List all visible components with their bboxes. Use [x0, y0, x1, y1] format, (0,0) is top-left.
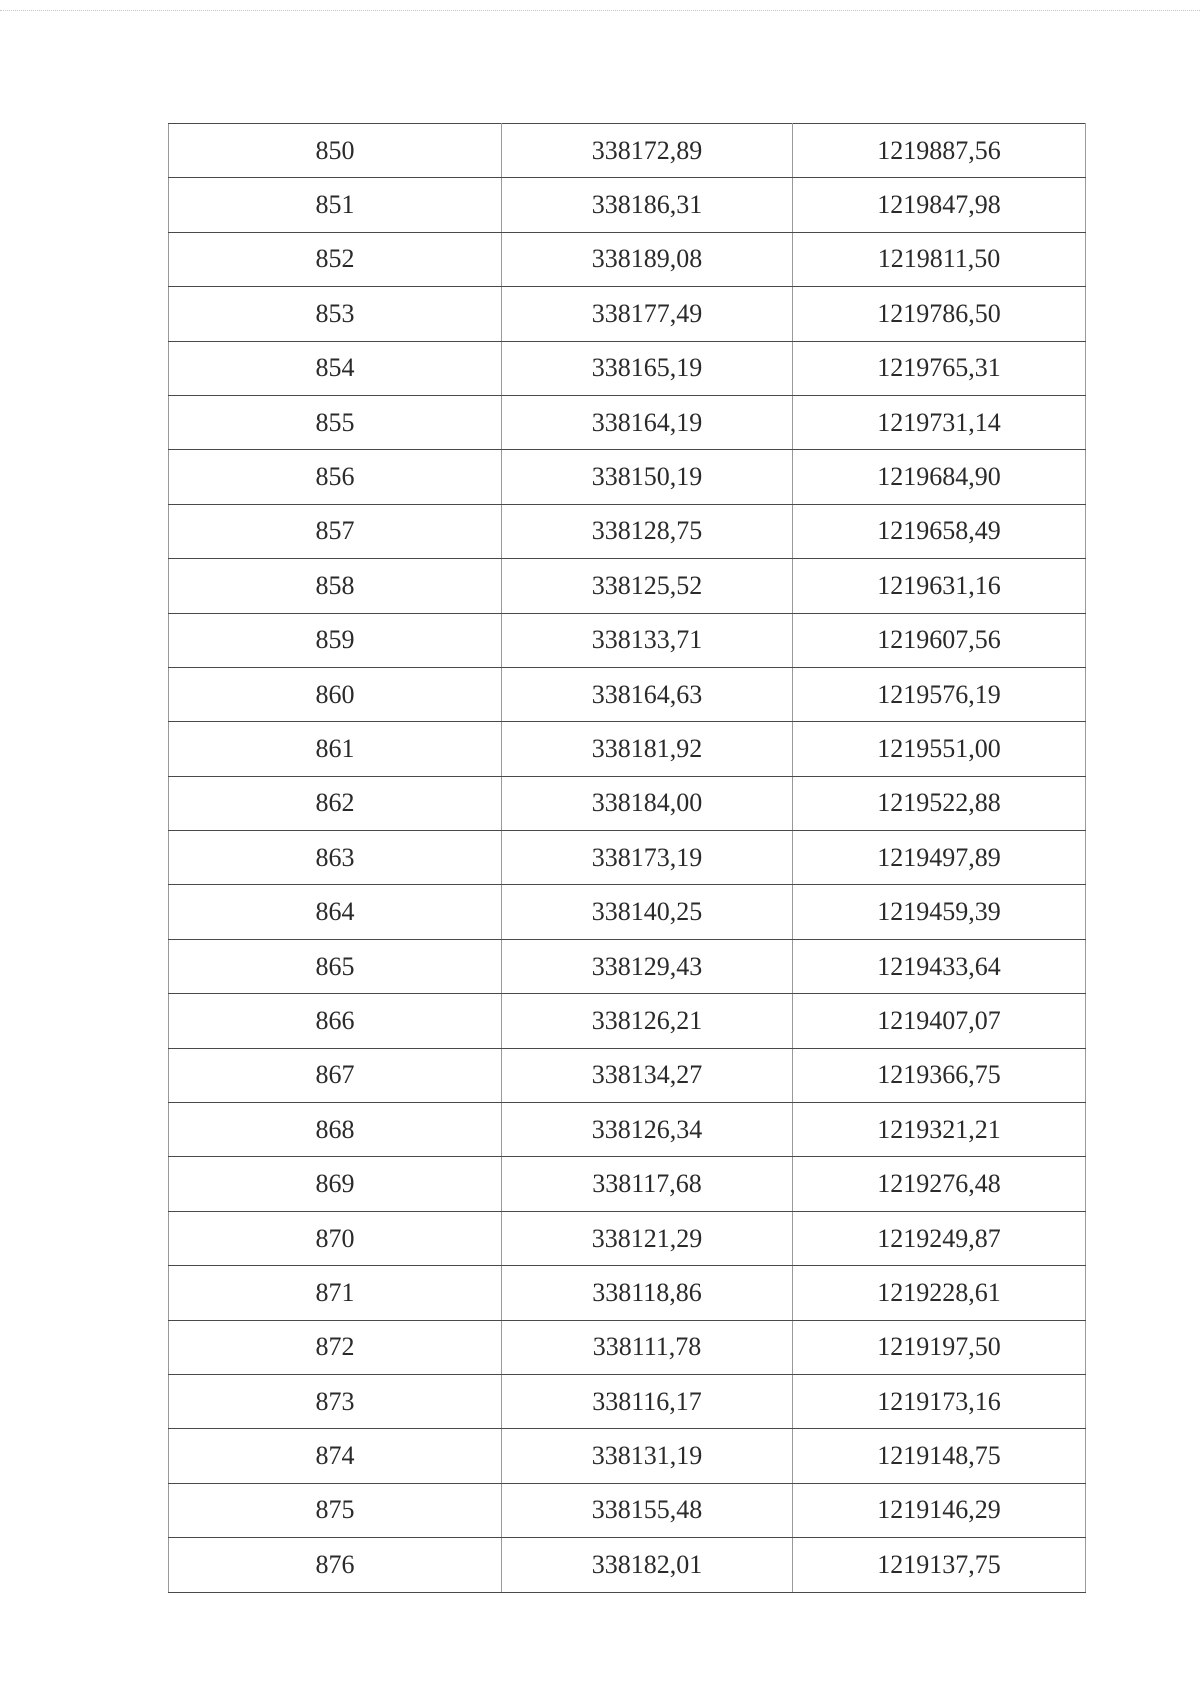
x-coordinate-cell: 338134,27: [502, 1048, 793, 1102]
table-row: [169, 722, 1086, 776]
y-coordinate-cell: 1219658,49: [793, 504, 1086, 558]
x-coordinate-cell: 338126,34: [502, 1103, 793, 1157]
table-row: [169, 559, 1086, 613]
y-coordinate-cell: 1219173,16: [793, 1374, 1086, 1428]
y-coordinate-cell: 1219276,48: [793, 1157, 1086, 1211]
x-coordinate-cell: 338164,63: [502, 667, 793, 721]
x-coordinate-cell: 338172,89: [502, 124, 793, 178]
point-number-cell: 850: [169, 124, 502, 178]
y-coordinate-cell: 1219731,14: [793, 395, 1086, 449]
x-coordinate-cell: 338165,19: [502, 341, 793, 395]
x-coordinate-cell: 338155,48: [502, 1483, 793, 1537]
x-coordinate-cell: 338128,75: [502, 504, 793, 558]
x-coordinate-cell: 338129,43: [502, 939, 793, 993]
table-row: [169, 994, 1086, 1048]
point-number-cell: 855: [169, 395, 502, 449]
point-number-cell: 869: [169, 1157, 502, 1211]
x-coordinate-cell: 338164,19: [502, 395, 793, 449]
x-coordinate-cell: 338184,00: [502, 776, 793, 830]
table-row: [169, 1266, 1086, 1320]
x-coordinate-cell: 338173,19: [502, 831, 793, 885]
x-coordinate-cell: 338177,49: [502, 287, 793, 341]
x-coordinate-cell: 338140,25: [502, 885, 793, 939]
point-number-cell: 859: [169, 613, 502, 667]
table-row: [169, 776, 1086, 830]
point-number-cell: 868: [169, 1103, 502, 1157]
x-coordinate-cell: 338126,21: [502, 994, 793, 1048]
y-coordinate-cell: 1219321,21: [793, 1103, 1086, 1157]
y-coordinate-cell: 1219459,39: [793, 885, 1086, 939]
point-number-cell: 854: [169, 341, 502, 395]
table-row: [169, 124, 1086, 178]
x-coordinate-cell: 338118,86: [502, 1266, 793, 1320]
y-coordinate-cell: 1219137,75: [793, 1538, 1086, 1592]
table-row: [169, 885, 1086, 939]
point-number-cell: 857: [169, 504, 502, 558]
point-number-cell: 866: [169, 994, 502, 1048]
x-coordinate-cell: 338189,08: [502, 232, 793, 286]
point-number-cell: 876: [169, 1538, 502, 1592]
point-number-cell: 871: [169, 1266, 502, 1320]
x-coordinate-cell: 338121,29: [502, 1211, 793, 1265]
table-row: [169, 1157, 1086, 1211]
table-row: [169, 395, 1086, 449]
point-number-cell: 864: [169, 885, 502, 939]
table-row: [169, 831, 1086, 885]
x-coordinate-cell: 338150,19: [502, 450, 793, 504]
x-coordinate-cell: 338181,92: [502, 722, 793, 776]
point-number-cell: 867: [169, 1048, 502, 1102]
point-number-cell: 873: [169, 1374, 502, 1428]
table-row: [169, 613, 1086, 667]
table-row: [169, 1429, 1086, 1483]
point-number-cell: 858: [169, 559, 502, 613]
point-number-cell: 860: [169, 667, 502, 721]
coordinates-table: [168, 123, 1086, 1593]
point-number-cell: 875: [169, 1483, 502, 1537]
table-row: [169, 341, 1086, 395]
point-number-cell: 852: [169, 232, 502, 286]
table-row: [169, 232, 1086, 286]
table-row: [169, 178, 1086, 232]
y-coordinate-cell: 1219228,61: [793, 1266, 1086, 1320]
point-number-cell: 861: [169, 722, 502, 776]
x-coordinate-cell: 338133,71: [502, 613, 793, 667]
table-row: [169, 1374, 1086, 1428]
y-coordinate-cell: 1219786,50: [793, 287, 1086, 341]
x-coordinate-cell: 338116,17: [502, 1374, 793, 1428]
y-coordinate-cell: 1219522,88: [793, 776, 1086, 830]
y-coordinate-cell: 1219197,50: [793, 1320, 1086, 1374]
table-row: [169, 287, 1086, 341]
x-coordinate-cell: 338131,19: [502, 1429, 793, 1483]
y-coordinate-cell: 1219146,29: [793, 1483, 1086, 1537]
x-coordinate-cell: 338182,01: [502, 1538, 793, 1592]
y-coordinate-cell: 1219249,87: [793, 1211, 1086, 1265]
y-coordinate-cell: 1219631,16: [793, 559, 1086, 613]
y-coordinate-cell: 1219576,19: [793, 667, 1086, 721]
table-row: [169, 1538, 1086, 1592]
x-coordinate-cell: 338117,68: [502, 1157, 793, 1211]
y-coordinate-cell: 1219497,89: [793, 831, 1086, 885]
coordinates-table-body: [169, 124, 1086, 1593]
y-coordinate-cell: 1219551,00: [793, 722, 1086, 776]
y-coordinate-cell: 1219148,75: [793, 1429, 1086, 1483]
point-number-cell: 856: [169, 450, 502, 504]
table-row: [169, 1103, 1086, 1157]
x-coordinate-cell: 338111,78: [502, 1320, 793, 1374]
x-coordinate-cell: 338186,31: [502, 178, 793, 232]
point-number-cell: 863: [169, 831, 502, 885]
y-coordinate-cell: 1219765,31: [793, 341, 1086, 395]
point-number-cell: 870: [169, 1211, 502, 1265]
point-number-cell: 851: [169, 178, 502, 232]
x-coordinate-cell: 338125,52: [502, 559, 793, 613]
table-row: [169, 450, 1086, 504]
point-number-cell: 872: [169, 1320, 502, 1374]
point-number-cell: 862: [169, 776, 502, 830]
point-number-cell: 874: [169, 1429, 502, 1483]
y-coordinate-cell: 1219366,75: [793, 1048, 1086, 1102]
page-top-edge: [0, 10, 1200, 11]
point-number-cell: 865: [169, 939, 502, 993]
y-coordinate-cell: 1219433,64: [793, 939, 1086, 993]
y-coordinate-cell: 1219684,90: [793, 450, 1086, 504]
y-coordinate-cell: 1219847,98: [793, 178, 1086, 232]
y-coordinate-cell: 1219407,07: [793, 994, 1086, 1048]
y-coordinate-cell: 1219811,50: [793, 232, 1086, 286]
table-row: [169, 1048, 1086, 1102]
table-row: [169, 667, 1086, 721]
table-row: [169, 504, 1086, 558]
table-row: [169, 1483, 1086, 1537]
table-row: [169, 1211, 1086, 1265]
table-row: [169, 939, 1086, 993]
table-row: [169, 1320, 1086, 1374]
y-coordinate-cell: 1219887,56: [793, 124, 1086, 178]
y-coordinate-cell: 1219607,56: [793, 613, 1086, 667]
point-number-cell: 853: [169, 287, 502, 341]
